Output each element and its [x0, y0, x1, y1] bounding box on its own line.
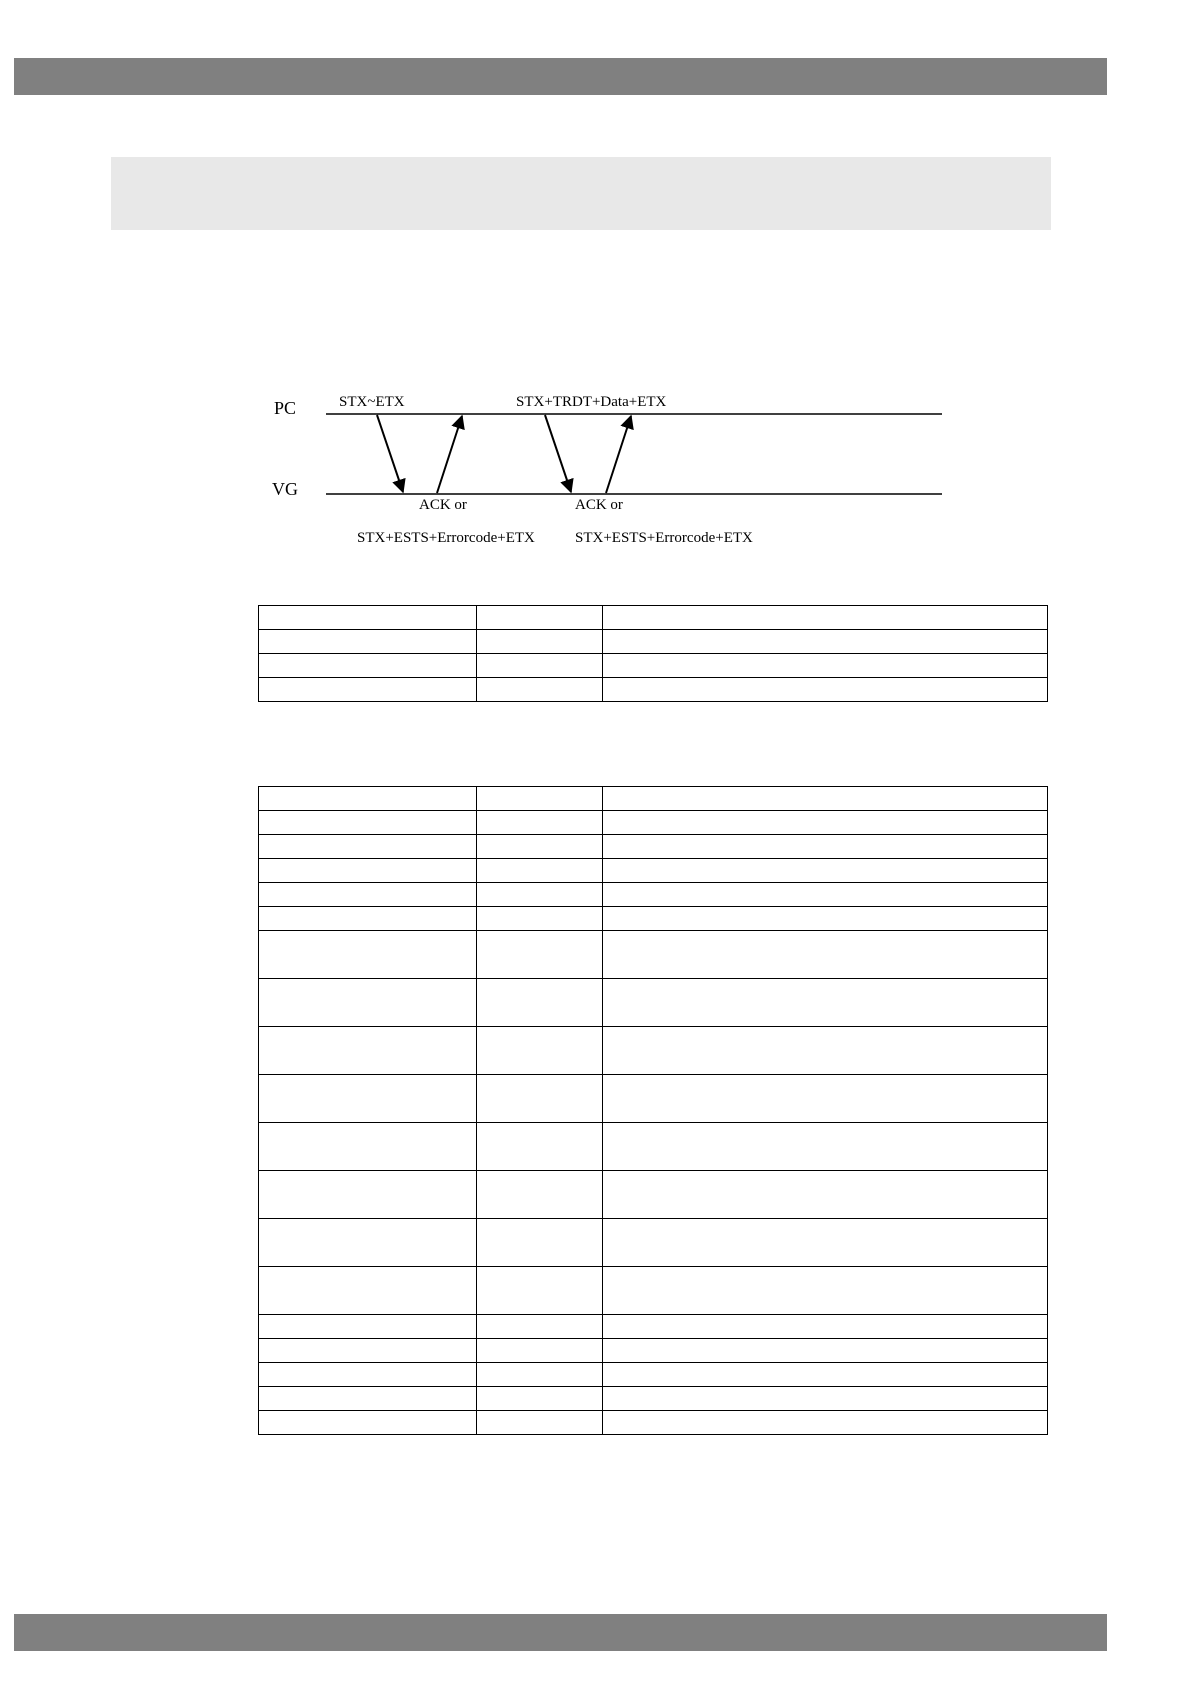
- table-cell: [259, 1411, 477, 1435]
- table-row: [259, 883, 1048, 907]
- table-row: [259, 630, 1048, 654]
- footer-bar: [14, 1614, 1107, 1651]
- table-cell: [259, 1171, 477, 1219]
- table-cell: [477, 654, 603, 678]
- table-cell: [259, 1363, 477, 1387]
- table-row: [259, 931, 1048, 979]
- table-cell: [603, 630, 1048, 654]
- lane-label-pc: PC: [274, 398, 297, 418]
- section-title-box: [111, 157, 1051, 230]
- table-cell: [259, 1075, 477, 1123]
- table-cell: [477, 1387, 603, 1411]
- table-1: [258, 605, 1048, 702]
- table-cell: [259, 907, 477, 931]
- table-row: [259, 1339, 1048, 1363]
- table-row: [259, 1363, 1048, 1387]
- msg-reply-1-line1: ACK or: [419, 497, 467, 513]
- table-cell: [477, 1027, 603, 1075]
- table-cell: [477, 907, 603, 931]
- msg-send-1: STX~ETX: [339, 394, 405, 410]
- table-row: [259, 606, 1048, 630]
- table-cell: [603, 1315, 1048, 1339]
- table-cell: [477, 787, 603, 811]
- table-row: [259, 1123, 1048, 1171]
- table-cell: [603, 931, 1048, 979]
- table-cell: [603, 1075, 1048, 1123]
- table-cell: [603, 1027, 1048, 1075]
- lane-label-vg: VG: [272, 479, 298, 499]
- table-cell: [603, 1363, 1048, 1387]
- table-cell: [477, 1411, 603, 1435]
- table-cell: [259, 859, 477, 883]
- table-cell: [477, 1339, 603, 1363]
- table-row: [259, 1267, 1048, 1315]
- table-cell: [603, 606, 1048, 630]
- table-cell: [603, 1123, 1048, 1171]
- table-row: [259, 835, 1048, 859]
- table-cell: [477, 1315, 603, 1339]
- table-row: [259, 979, 1048, 1027]
- sequence-diagram: [260, 380, 960, 550]
- header-bar: [14, 58, 1107, 95]
- table-2: [258, 786, 1048, 1435]
- table-cell: [477, 811, 603, 835]
- table-row: [259, 907, 1048, 931]
- msg-send-2: STX+TRDT+Data+ETX: [516, 394, 667, 410]
- table-cell: [259, 835, 477, 859]
- table-cell: [477, 630, 603, 654]
- table-cell: [477, 835, 603, 859]
- table-cell: [603, 907, 1048, 931]
- msg-reply-1-line2: STX+ESTS+Errorcode+ETX: [357, 530, 535, 546]
- table-row: [259, 1387, 1048, 1411]
- table-cell: [259, 1387, 477, 1411]
- table-cell: [603, 1267, 1048, 1315]
- table-cell: [259, 1315, 477, 1339]
- table-cell: [603, 979, 1048, 1027]
- table-cell: [259, 678, 477, 702]
- arrow-send-1: [377, 415, 403, 492]
- table-cell: [477, 859, 603, 883]
- table-cell: [477, 678, 603, 702]
- table-cell: [259, 654, 477, 678]
- table-row: [259, 859, 1048, 883]
- arrow-send-2: [545, 415, 571, 492]
- table-row: [259, 1411, 1048, 1435]
- table-row: [259, 654, 1048, 678]
- table-cell: [259, 883, 477, 907]
- arrow-reply-2: [606, 416, 631, 493]
- table-cell: [603, 1387, 1048, 1411]
- table-cell: [259, 931, 477, 979]
- table-row: [259, 1315, 1048, 1339]
- table-cell: [477, 1267, 603, 1315]
- table-cell: [477, 1363, 603, 1387]
- table-cell: [603, 883, 1048, 907]
- table-cell: [603, 1411, 1048, 1435]
- table-cell: [259, 1219, 477, 1267]
- table-cell: [603, 1171, 1048, 1219]
- table-cell: [259, 1027, 477, 1075]
- arrow-reply-1: [437, 416, 462, 493]
- msg-reply-2-line2: STX+ESTS+Errorcode+ETX: [575, 530, 753, 546]
- table-cell: [603, 811, 1048, 835]
- table-cell: [477, 979, 603, 1027]
- table-row: [259, 1027, 1048, 1075]
- table-cell: [603, 787, 1048, 811]
- table-cell: [603, 654, 1048, 678]
- table-row: [259, 787, 1048, 811]
- table-row: [259, 1219, 1048, 1267]
- table-row: [259, 1075, 1048, 1123]
- table-cell: [477, 606, 603, 630]
- table-cell: [477, 883, 603, 907]
- table-cell: [477, 1171, 603, 1219]
- table-cell: [477, 1219, 603, 1267]
- table-cell: [477, 931, 603, 979]
- table-cell: [259, 630, 477, 654]
- table-cell: [477, 1123, 603, 1171]
- table-cell: [259, 1123, 477, 1171]
- table-row: [259, 1171, 1048, 1219]
- table-row: [259, 811, 1048, 835]
- msg-reply-2-line1: ACK or: [575, 497, 623, 513]
- table-cell: [603, 835, 1048, 859]
- table-cell: [259, 811, 477, 835]
- table-cell: [259, 787, 477, 811]
- table-cell: [259, 1267, 477, 1315]
- table-cell: [603, 1219, 1048, 1267]
- table-cell: [603, 859, 1048, 883]
- table-cell: [259, 1339, 477, 1363]
- table-cell: [259, 979, 477, 1027]
- table-cell: [259, 606, 477, 630]
- table-row: [259, 678, 1048, 702]
- table-cell: [603, 1339, 1048, 1363]
- table-cell: [477, 1075, 603, 1123]
- table-cell: [603, 678, 1048, 702]
